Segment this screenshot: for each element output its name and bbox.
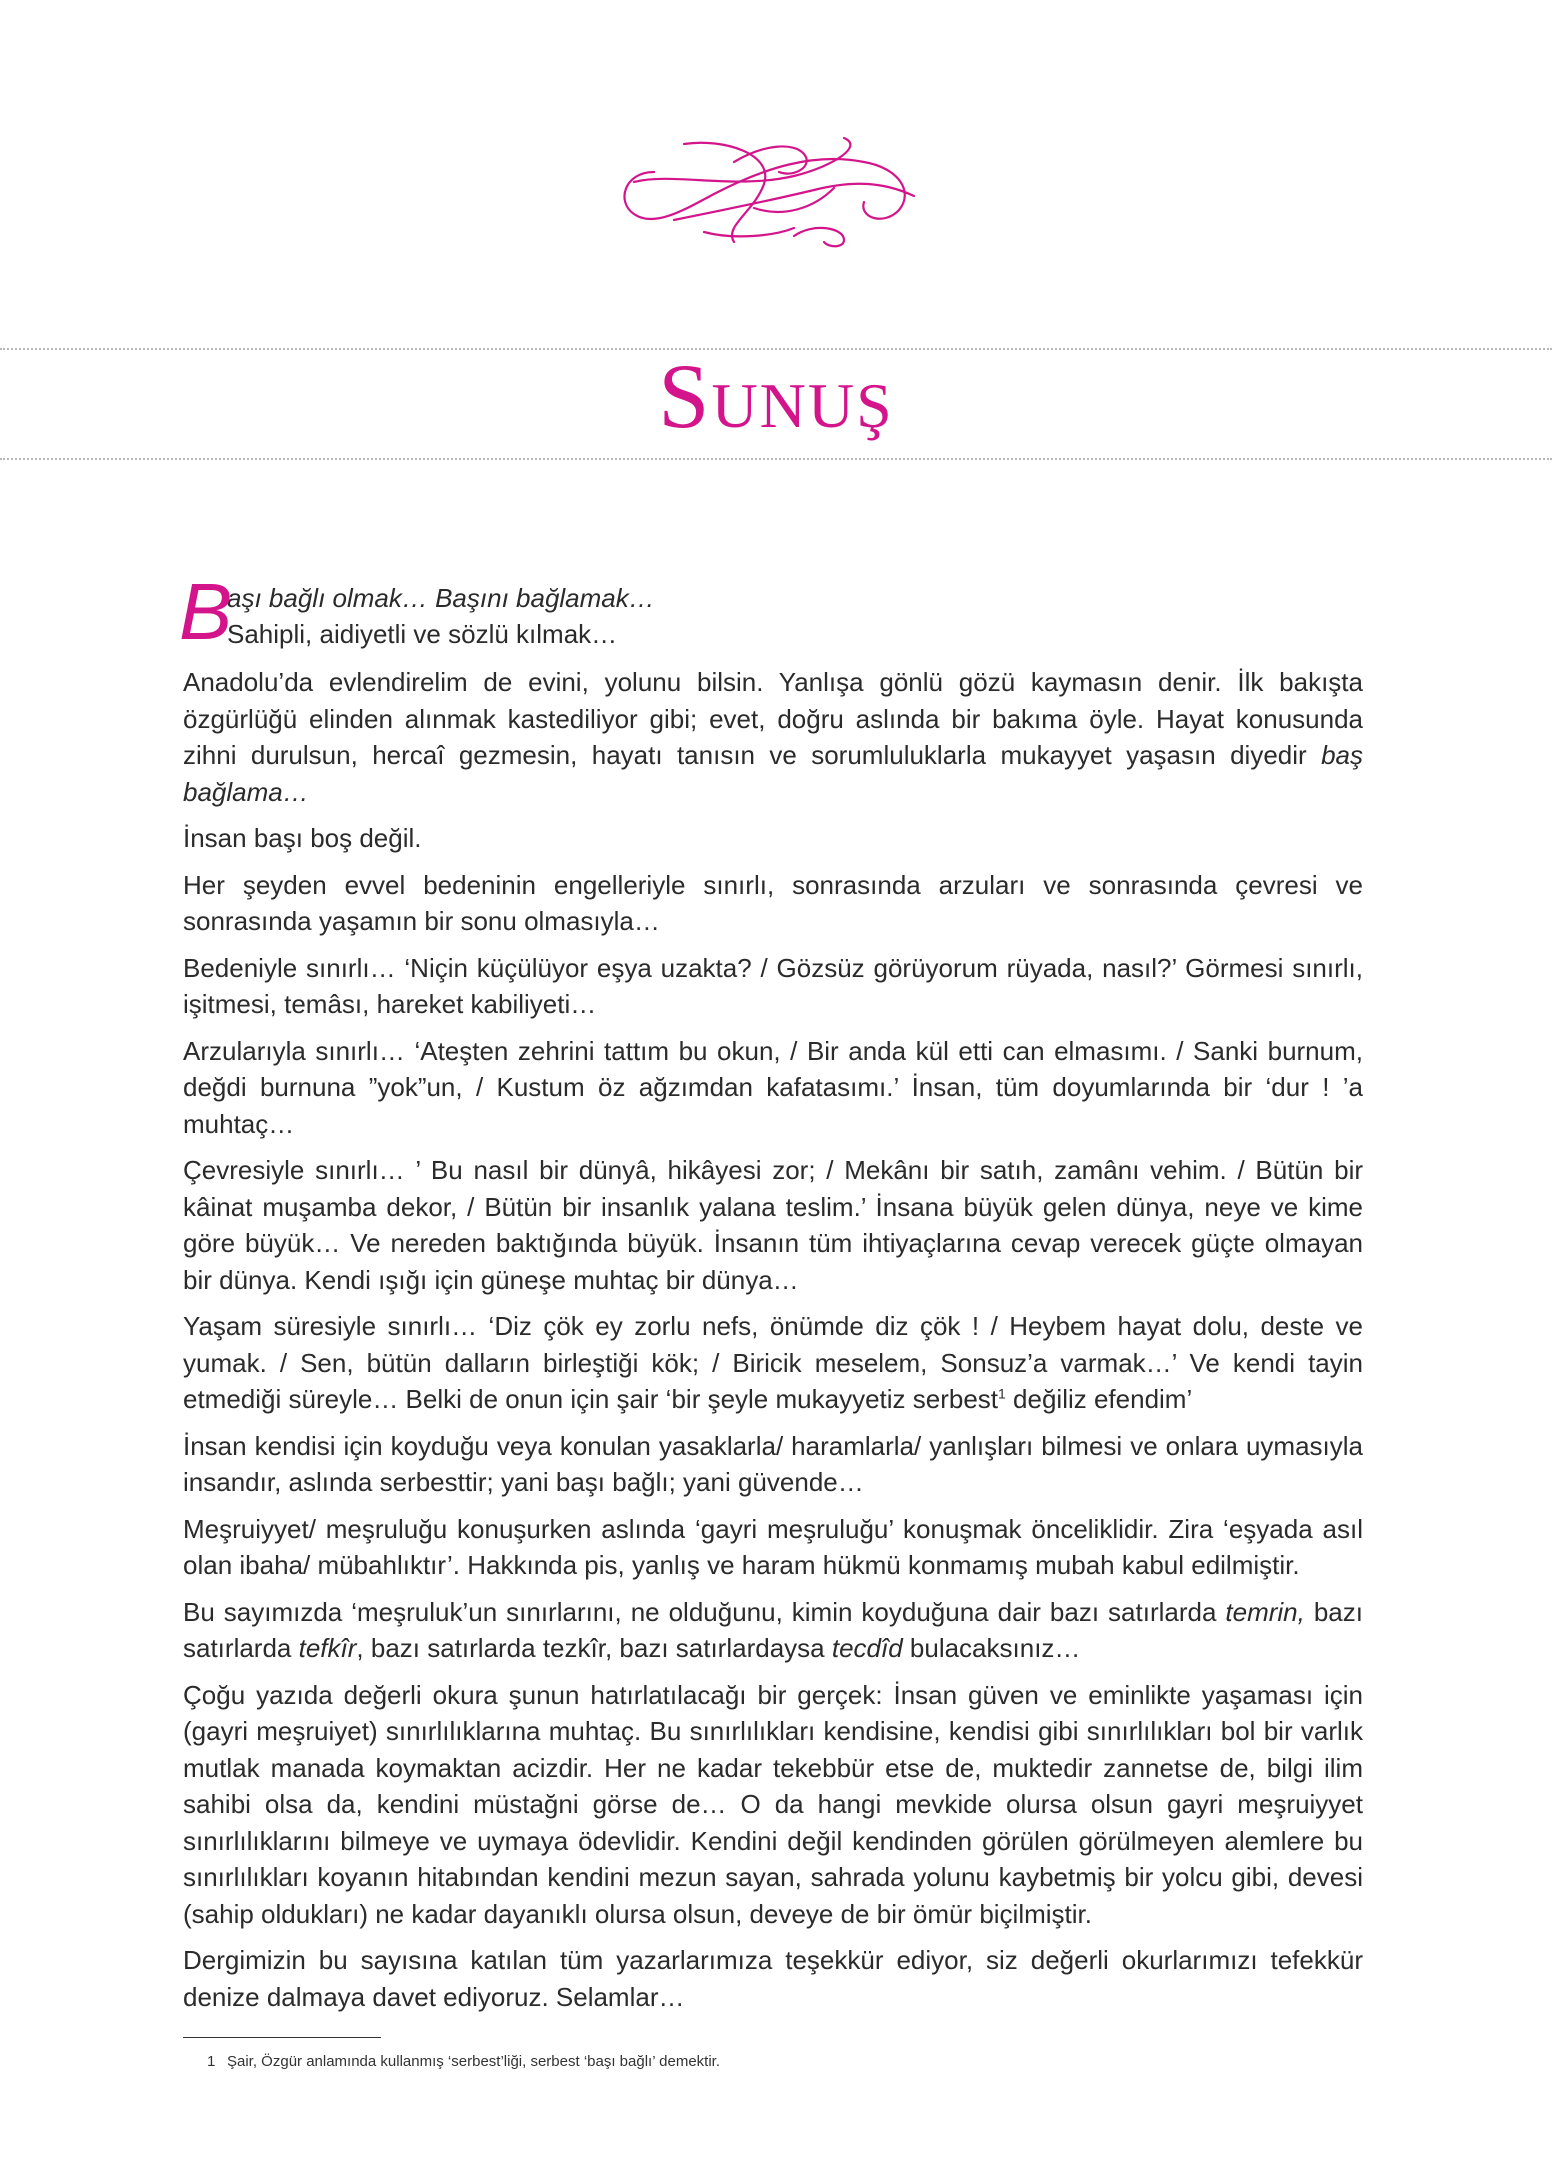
- paragraph: Anadolu’da evlendirelim de evini, yolunu bilsin. Yanlışa gönlü gözü kaymasın denir. İlk bakışta özgürlüğü elinden alınmak kastediliyor gibi; evet, doğru aslında bir bakıma öyle. Hayat konusunda zihni durulsun, hercaî gezmesin, hayatı tanısın ve sorumluluklarla mukayyet yaşasın diyedir baş bağlama…: [183, 667, 1363, 807]
- intro-line-2: Sahipli, aidiyetli ve sözlü kılmak…: [227, 619, 618, 649]
- paragraph: Meşruiyyet/ meşruluğu konuşurken aslında ‘gayri meşruluğu’ konuşmak önceliklidir. Zira ‘eşyada asıl olan ibaha/ mübahlıktır’. Hakkında pis, yanlış ve haram hükmü konmamış mubah kabul edilmiştir.: [183, 1513, 1363, 1580]
- drop-cap: B: [179, 567, 233, 656]
- paragraph: Dergimizin bu sayısına katılan tüm yazarlarımıza teşekkür ediyor, siz değerli okurlarımızı tefekkür denize dalmaya davet ediyoruz. Selamlar…: [183, 1945, 1363, 2012]
- paragraph: Arzularıyla sınırlı… ‘Ateşten zehrini tattım bu okun, / Bir anda kül etti can elmasımı. / Sanki burnum, değdi burnuna ”yok”un, / Kustum öz ağzımdan kafatasımı.’ İnsan, tüm doyumlarında bir ‘dur ! ’a muhtaç…: [183, 1035, 1363, 1139]
- intro-line-1: aşı bağlı olmak… Başını bağlamak…: [227, 583, 655, 613]
- paragraph: Bu sayımızda ‘meşruluk’un sınırlarını, ne olduğunu, kimin koyduğuna dair bazı satırlarda temrin, bazı satırlarda tefkîr, bazı satırlarda tezkîr, bazı satırlardaysa tecdîd bulacaksınız…: [183, 1596, 1363, 1663]
- intro-block: [179, 567, 1363, 656]
- paragraph: Çoğu yazıda değerli okura şunun hatırlatılacağı bir gerçek: İnsan güven ve eminlikte yaşaması için (gayri meşruiyet) sınırlılıklarına muhtaç. Bu sınırlılıkları kendisine, kendisi gibi sınırlılıkları bol bir varlık mutlak manada koymaktan acizdir. Her ne kadar tekebbür etse de, muktedir zannetse de, bilgi ilim sahibi olsa da, kendini müstağni görse de… O da hangi mevkide olursa olsun gayri meşruiyyet sınırlılıklarını bilmeye ve uymaya ödevlidir. Kendini değil kendinden görülen görülmeyen alemlere bu sınırlılıkları koyanın hitabından kendini mezun sayan, sahrada yolunu kaybetmiş bir yolcu gibi, devesi (sahip oldukları) ne kadar dayanıklı olursa olsun, deveye de bir ömür biçilmiştir.: [183, 1679, 1363, 1929]
- paragraph: Her şeyden evvel bedeninin engelleriyle sınırlı, sonrasında arzuları ve sonrasında çevresi ve sonrasında yaşamın bir sonu olmasıyla…: [183, 869, 1363, 936]
- page-title: Sunuş: [658, 345, 894, 447]
- paragraph: İnsan kendisi için koyduğu veya konulan yasaklarla/ haramlarla/ yanlışları bilmesi ve onlara uymasıyla insandır, aslında serbesttir; yani başı bağlı; yani güvende…: [183, 1430, 1363, 1497]
- header-rule-bottom: [0, 458, 1552, 460]
- footnote: [207, 2053, 720, 2070]
- paragraph: Bedeniyle sınırlı… ‘Niçin küçülüyor eşya uzakta? / Gözsüz görüyorum rüyada, nasıl?’ Görmesi sınırlı, işitmesi, temâsı, hareket kabiliyeti…: [183, 952, 1363, 1019]
- article-body: [179, 567, 1363, 2025]
- paragraph: Çevresiyle sınırlı… ’ Bu nasıl bir dünyâ, hikâyesi zor; / Mekânı bir satıh, zamânı vehim. / Bütün bir kâinat muşamba dekor, / Bütün bir insanlık yalana teslim.’ İnsana büyük gelen dünya, neye ve kime göre büyük… Ve nereden baktığında büyük. İnsanın tüm ihtiyaçlarına cevap verecek güçte olmayan bir dünya. Kendi ışığı için güneşe muhtaç bir dünya…: [183, 1155, 1363, 1295]
- footnote-number: 1: [207, 2053, 216, 2070]
- flourish-ornament: [614, 132, 924, 250]
- footnote-divider: [183, 2037, 381, 2038]
- footnote-ref[interactable]: 1: [998, 1385, 1006, 1402]
- footnote-text: Şair, Özgür anlamında kullanmış ‘serbest’liği, serbest ‘başı bağlı’ demektir.: [227, 2053, 721, 2070]
- paragraph: İnsan başı boş değil.: [183, 823, 422, 853]
- paragraph: Yaşam süresiyle sınırlı… ‘Diz çök ey zorlu nefs, önümde diz çök ! / Heybem hayat dolu, deste ve yumak. / Sen, bütün dalların birleştiği kök; / Biricik meselem, Sonsuz’a varmak…’ Ve kendi tayin etmediği süreyle… Belki de onun için şair ‘bir şeyle mukayyetiz serbest$^1$ değiliz efendim’: [183, 1311, 1363, 1414]
